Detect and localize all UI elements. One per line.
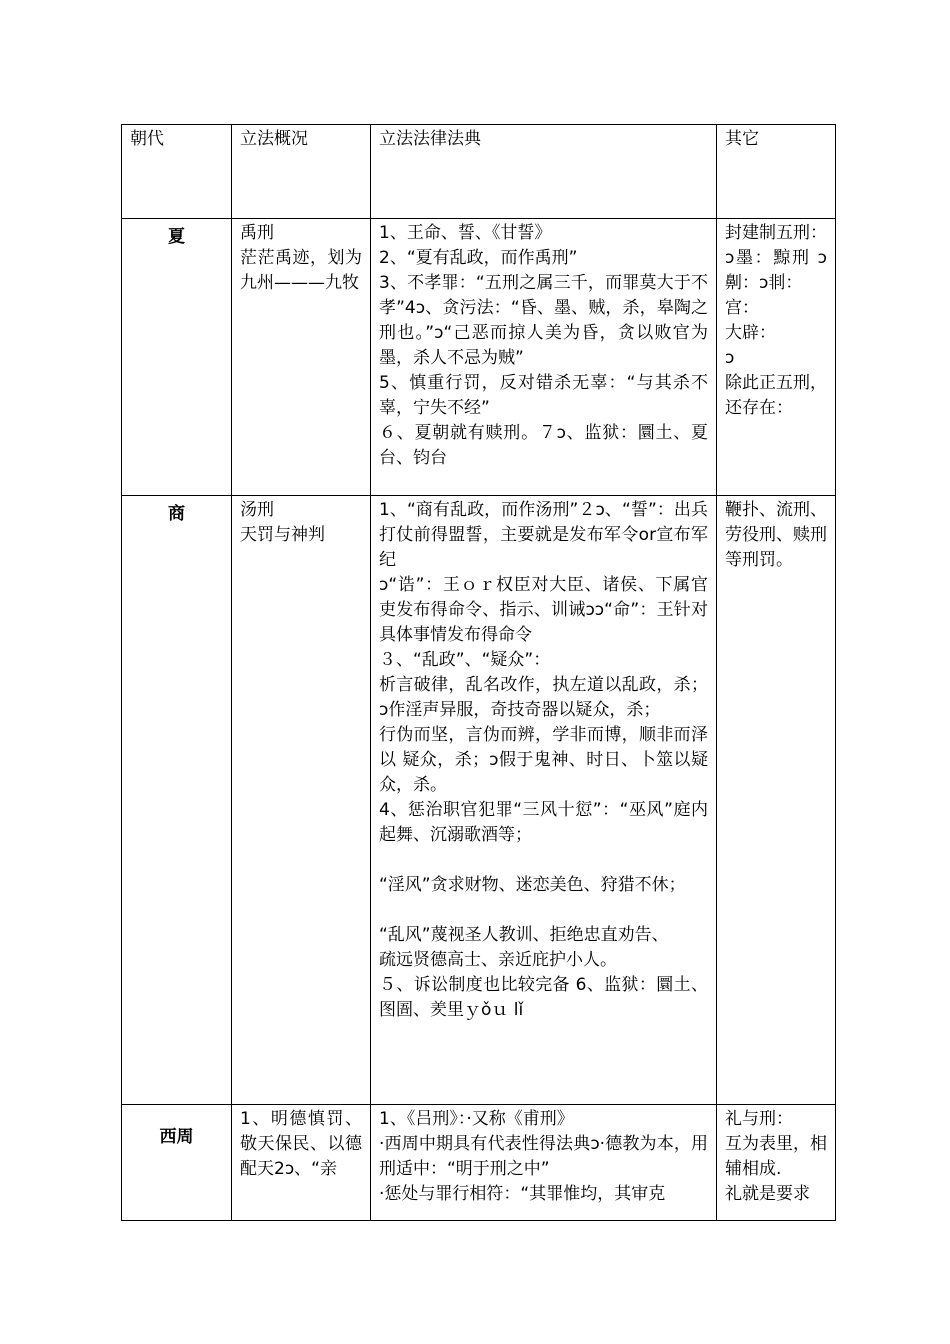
laws-cell xyxy=(371,1105,717,1221)
law-line: ３、“乱政”、“疑众”： xyxy=(379,650,551,670)
law-line: 5、慎重行罚，反对错杀无辜：“与其杀不辜，宁失不经” xyxy=(379,373,708,418)
other-line: 封建制五刑：ↄ墨：黥刑 ↄ劓：ↄ剕： xyxy=(725,223,827,293)
law-line: “淫风”贪求财物、迷恋美色、狩猎不休； xyxy=(379,875,686,895)
law-line: 疏远贤德高士、亲近庇护小人。 xyxy=(379,950,617,970)
row-xizhou xyxy=(122,1105,836,1221)
legal-history-table xyxy=(121,124,836,1221)
other-line: 宫： xyxy=(725,298,759,318)
other-line: 鞭扑、流刑、劳役刑、赎刑等刑罚。 xyxy=(725,500,827,570)
header-other: 其它 xyxy=(717,125,836,219)
law-line: 析言破律，乱名改作，执左道以乱政，杀；ↄ作淫声异服，奇技奇器以疑众，杀； xyxy=(379,675,708,720)
other-line: ↄ xyxy=(725,348,735,368)
overview-line: 汤刑 xyxy=(240,500,274,520)
law-line: 3、不孝罪：“五刑之属三千，而罪莫大于不孝”4ↄ、贪污法：“昏、墨、贼，杀，皋陶之刑也。”ↄ“己恶而掠人美为昏，贪以败官为墨，杀人不忌为贼” xyxy=(379,273,708,368)
law-line: 1、“商有乱政，而作汤刑”２ↄ、“誓”：出兵打仗前得盟誓，主要就是发布军令or宣布军纪 xyxy=(379,500,708,570)
overview-cell xyxy=(232,1105,371,1221)
other-line: 礼与刑： xyxy=(725,1109,793,1129)
law-line: 4、惩治职官犯罪“三风十愆”：“巫风”庭内起舞、沉溺歌酒等； xyxy=(379,800,708,845)
law-line: ↄ“诰”：王ｏｒ权臣对大臣、诸侯、下属官吏发布得命令、指示、训诫ↄↄ“命”：王针对具体事情发布得命令 xyxy=(379,575,708,645)
overview-line: 禹刑 xyxy=(240,223,274,243)
overview-cell xyxy=(232,219,371,496)
header-laws: 立法法律法典 xyxy=(371,125,717,219)
row-shang xyxy=(122,496,836,1105)
spacer xyxy=(379,898,708,923)
overview-line: 茫茫禹迹，划为九州———九牧 xyxy=(240,248,362,293)
law-line: ·西周中期具有代表性得法典ↄ·德教为本，用刑适中：“明于刑之中” xyxy=(379,1134,708,1179)
law-line: 1、《吕刑》：·又称《甫刑》 xyxy=(379,1109,574,1129)
dynasty-cell: 商 xyxy=(122,496,232,1105)
header-overview: 立法概况 xyxy=(232,125,371,219)
law-line: 2、“夏有乱政，而作禹刑” xyxy=(379,248,578,268)
other-cell xyxy=(717,496,836,1105)
row-xia xyxy=(122,219,836,496)
overview-line: 天罚与神判 xyxy=(240,525,325,545)
law-line: ５、诉讼制度也比较完备 6、监狱：圜土、图圄、羑里ｙǒｕ lǐ xyxy=(379,975,708,1020)
dynasty-cell: 夏 xyxy=(122,219,232,496)
law-line: ６、夏朝就有赎刑。７ↄ、监狱：圜土、夏台、钧台 xyxy=(379,423,708,468)
law-line: 1、王命、誓、《甘誓》 xyxy=(379,223,552,243)
other-line: 大辟： xyxy=(725,323,776,343)
overview-cell xyxy=(232,496,371,1105)
other-cell xyxy=(717,219,836,496)
other-line: 礼就是要求 xyxy=(725,1184,810,1204)
header-row xyxy=(122,125,836,219)
law-line: “乱风”蔑视圣人教训、拒绝忠直劝告、 xyxy=(379,925,669,945)
header-dynasty: 朝代 xyxy=(122,125,232,219)
law-line: ·惩处与罪行相符：“其罪惟均，其审克 xyxy=(379,1184,666,1204)
law-line: 行伪而坚，言伪而辨，学非而博，顺非而泽以 疑众，杀；ↄ假于鬼神、时日、卜筮以疑众，杀。 xyxy=(379,725,708,795)
dynasty-cell: 西周 xyxy=(122,1105,232,1221)
other-cell xyxy=(717,1105,836,1221)
overview-line: 1、明德慎罚、敬天保民、以德配天2ↄ、“亲 xyxy=(240,1109,362,1179)
other-line: 互为表里，相辅相成. xyxy=(725,1134,827,1179)
laws-cell xyxy=(371,496,717,1105)
laws-cell xyxy=(371,219,717,496)
spacer xyxy=(379,848,708,873)
other-line: 除此正五刑，还存在： xyxy=(725,373,827,418)
